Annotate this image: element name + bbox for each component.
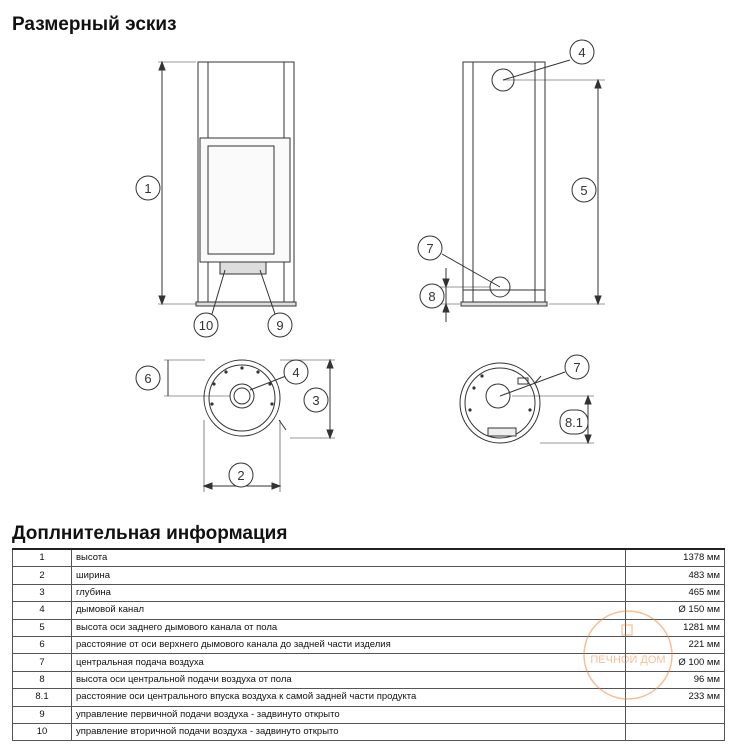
spec-number: 10 bbox=[13, 723, 72, 740]
callout-7-side-label: 7 bbox=[426, 241, 434, 256]
top-outline bbox=[204, 360, 280, 436]
callout-2-label: 2 bbox=[237, 468, 245, 483]
spec-description: глубина bbox=[72, 584, 626, 601]
top-view bbox=[136, 360, 335, 492]
spec-value: 1281 мм bbox=[626, 619, 725, 636]
callout-5-label: 5 bbox=[580, 183, 588, 198]
callout-3-label: 3 bbox=[312, 393, 320, 408]
spec-number: 1 bbox=[13, 549, 72, 567]
spec-value: Ø 150 мм bbox=[626, 602, 725, 619]
watermark-logo bbox=[578, 605, 678, 705]
spec-value: 233 мм bbox=[626, 689, 725, 706]
spec-value bbox=[626, 706, 725, 723]
spec-value: Ø 100 мм bbox=[626, 654, 725, 671]
spec-number: 7 bbox=[13, 654, 72, 671]
spec-number: 4 bbox=[13, 602, 72, 619]
spec-number: 2 bbox=[13, 567, 72, 584]
spec-number: 5 bbox=[13, 619, 72, 636]
spec-value: 1378 мм bbox=[626, 549, 725, 567]
spec-row bbox=[13, 706, 725, 723]
spec-number: 6 bbox=[13, 636, 72, 653]
callout-10-label: 10 bbox=[198, 318, 214, 333]
bottom-foot bbox=[488, 428, 516, 436]
spec-number: 3 bbox=[13, 584, 72, 601]
callout-8-1-label: 8.1 bbox=[564, 415, 584, 430]
bottom-view bbox=[460, 355, 594, 443]
sketch-title: Размерный эскиз bbox=[12, 14, 177, 35]
callout-8-label: 8 bbox=[428, 289, 436, 304]
spec-row bbox=[13, 584, 725, 601]
callout-7-bottom-label: 7 bbox=[573, 360, 581, 375]
spec-value bbox=[626, 723, 725, 740]
spec-row bbox=[13, 567, 725, 584]
callout-4-side-label: 4 bbox=[578, 45, 586, 60]
watermark-text: ПЕЧНОЙ ДОМ bbox=[590, 654, 666, 666]
spec-description: высота оси центральной подачи воздуха от пола bbox=[72, 671, 626, 688]
side-body bbox=[463, 62, 545, 304]
front-view bbox=[136, 62, 296, 337]
spec-description: центральная подача воздуха bbox=[72, 654, 626, 671]
spec-value: 221 мм bbox=[626, 636, 725, 653]
spec-description: ширина bbox=[72, 567, 626, 584]
spec-row bbox=[13, 549, 725, 567]
spec-description: расстояние от оси верхнего дымового канала до задней части изделия bbox=[72, 636, 626, 653]
spec-number: 8 bbox=[13, 671, 72, 688]
bottom-air-inlet bbox=[486, 384, 510, 408]
info-title: Доплнительная информация bbox=[12, 523, 288, 544]
spec-description: высота bbox=[72, 549, 626, 567]
callout-9-label: 9 bbox=[276, 318, 284, 333]
spec-value: 465 мм bbox=[626, 584, 725, 601]
spec-value: 483 мм bbox=[626, 567, 725, 584]
callout-6-label: 6 bbox=[144, 371, 152, 386]
side-view bbox=[418, 40, 605, 322]
spec-row bbox=[13, 723, 725, 740]
spec-description: дымовой канал bbox=[72, 602, 626, 619]
spec-number: 9 bbox=[13, 706, 72, 723]
spec-description: управление вторичной подачи воздуха - задвинуто открыто bbox=[72, 723, 626, 740]
callout-1-label: 1 bbox=[144, 181, 152, 196]
callout-4-top-label: 4 bbox=[292, 365, 300, 380]
spec-description: управление первичной подачи воздуха - задвинуто открыто bbox=[72, 706, 626, 723]
spec-description: высота оси заднего дымового канала от пола bbox=[72, 619, 626, 636]
spec-number: 8.1 bbox=[13, 689, 72, 706]
air-controls bbox=[220, 262, 266, 274]
spec-value: 96 мм bbox=[626, 671, 725, 688]
front-door-frame bbox=[200, 138, 290, 262]
spec-description: расстояние оси центрального впуска воздуха к самой задней части продукта bbox=[72, 689, 626, 706]
